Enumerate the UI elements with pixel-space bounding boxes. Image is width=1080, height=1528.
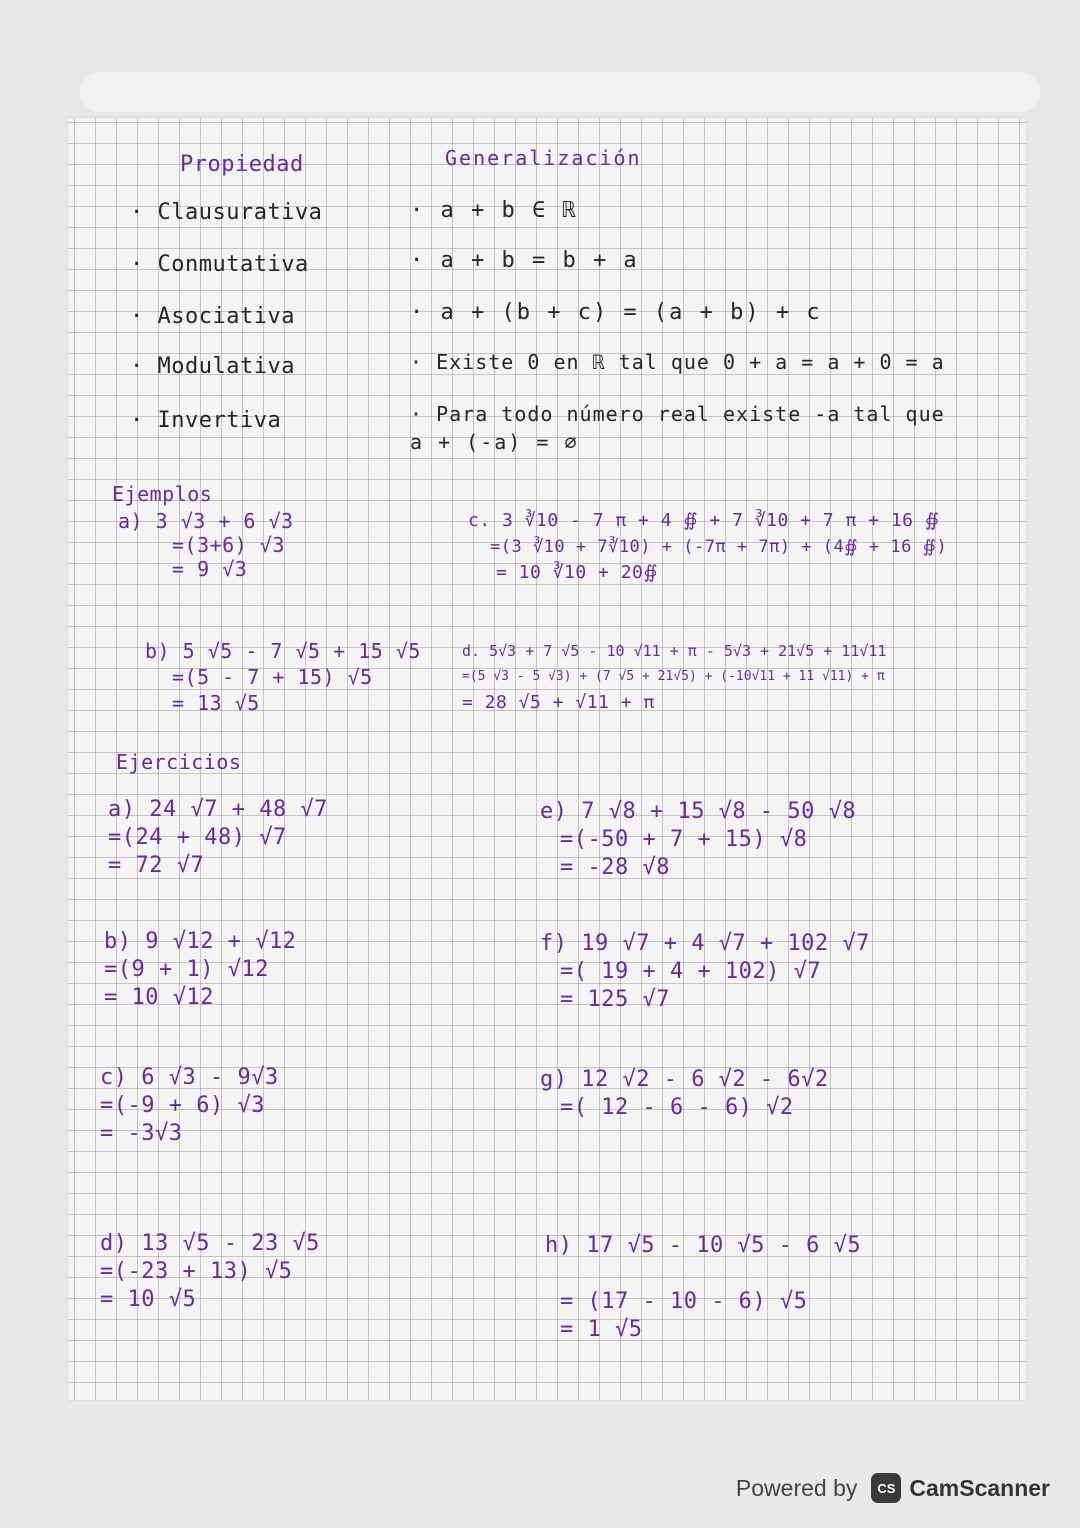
example-a-line1: a) 3 √3 + 6 √3 — [118, 509, 294, 533]
header-generalization: Generalización — [445, 146, 642, 170]
example-c-line3: = 10 ∛10 + 20∯ — [496, 562, 659, 583]
generalization-clausurativa: · a + b ∈ ℝ — [410, 198, 578, 223]
generalization-invertiva: · Para todo número real existe -a tal que — [410, 402, 945, 426]
camscanner-footer — [736, 1466, 1050, 1510]
camscanner-brand — [871, 1473, 1050, 1503]
exercise-e-line3: = -28 √8 — [560, 855, 670, 880]
exercise-d-line3: = 10 √5 — [100, 1287, 197, 1312]
property-invertiva: · Invertiva — [130, 408, 282, 433]
examples-title: Ejemplos — [112, 482, 213, 506]
scan-top-strip — [80, 72, 1040, 112]
exercise-e-line1: e) 7 √8 + 15 √8 - 50 √8 — [540, 799, 857, 824]
header-property: Propiedad — [180, 152, 304, 177]
exercise-g-line2: =( 12 - 6 - 6) √2 — [560, 1095, 794, 1120]
exercise-g-line1: g) 12 √2 - 6 √2 - 6√2 — [540, 1067, 829, 1092]
example-d-line3: = 28 √5 + √11 + π — [462, 692, 655, 713]
generalization-modulativa: · Existe 0 en ℝ tal que 0 + a = a + 0 = a — [410, 350, 945, 374]
example-a-line3: = 9 √3 — [172, 557, 248, 581]
exercise-c-line3: = -3√3 — [100, 1121, 183, 1146]
property-asociativa: · Asociativa — [130, 304, 295, 329]
property-modulativa: · Modulativa — [130, 354, 295, 379]
generalization-invertiva-line2: a + (-a) = ∅ — [410, 430, 579, 454]
example-c-line2: =(3 ∛10 + 7∛10) + (-7π + 7π) + (4∯ + 16 ∯) — [490, 537, 948, 557]
exercises-title: Ejercicios — [116, 750, 242, 774]
example-d-line2: =(5 √3 - 5 √3) + (7 √5 + 21√5) + (-10√11 + 11 √11) + π — [462, 669, 885, 684]
generalization-conmutativa: · a + b = b + a — [410, 248, 639, 273]
example-a-line2: =(3+6) √3 — [172, 533, 285, 557]
exercise-h-line2: = (17 - 10 - 6) √5 — [560, 1289, 808, 1314]
exercise-c-line1: c) 6 √3 - 9√3 — [100, 1065, 279, 1090]
exercise-b-line2: =(9 + 1) √12 — [104, 957, 269, 982]
exercise-b-line3: = 10 √12 — [104, 985, 214, 1010]
property-clausurativa: · Clausurativa — [130, 200, 323, 225]
exercise-f-line3: = 125 √7 — [560, 987, 670, 1012]
exercise-h-line1: h) 17 √5 - 10 √5 - 6 √5 — [545, 1233, 862, 1258]
property-conmutativa: · Conmutativa — [130, 252, 309, 277]
exercise-a-line2: =(24 + 48) √7 — [108, 825, 287, 850]
powered-by-text: Powered by — [735, 1474, 858, 1501]
camscanner-logo-icon: CS — [871, 1473, 901, 1503]
camscanner-brand-name: CamScanner — [909, 1474, 1050, 1501]
example-d-line1: d. 5√3 + 7 √5 - 10 √11 + π - 5√3 + 21√5 + 11√11 — [462, 642, 887, 660]
exercise-h-line3: = 1 √5 — [560, 1317, 643, 1342]
exercise-d-line1: d) 13 √5 - 23 √5 — [100, 1231, 320, 1256]
generalization-asociativa: · a + (b + c) = (a + b) + c — [410, 300, 822, 325]
exercise-f-line1: f) 19 √7 + 4 √7 + 102 √7 — [540, 931, 870, 956]
example-b-line1: b) 5 √5 - 7 √5 + 15 √5 — [145, 639, 421, 663]
example-b-line3: = 13 √5 — [172, 691, 260, 715]
example-c-line1: c. 3 ∛10 - 7 π + 4 ∯ + 7 ∛10 + 7 π + 16 ∯ — [468, 510, 940, 531]
exercise-a-line1: a) 24 √7 + 48 √7 — [108, 797, 328, 822]
exercise-f-line2: =( 19 + 4 + 102) √7 — [560, 959, 822, 984]
exercise-e-line2: =(-50 + 7 + 15) √8 — [560, 827, 808, 852]
exercise-c-line2: =(-9 + 6) √3 — [100, 1093, 265, 1118]
exercise-a-line3: = 72 √7 — [108, 853, 205, 878]
exercise-b-line1: b) 9 √12 + √12 — [104, 929, 297, 954]
exercise-d-line2: =(-23 + 13) √5 — [100, 1259, 293, 1284]
example-b-line2: =(5 - 7 + 15) √5 — [172, 665, 373, 689]
